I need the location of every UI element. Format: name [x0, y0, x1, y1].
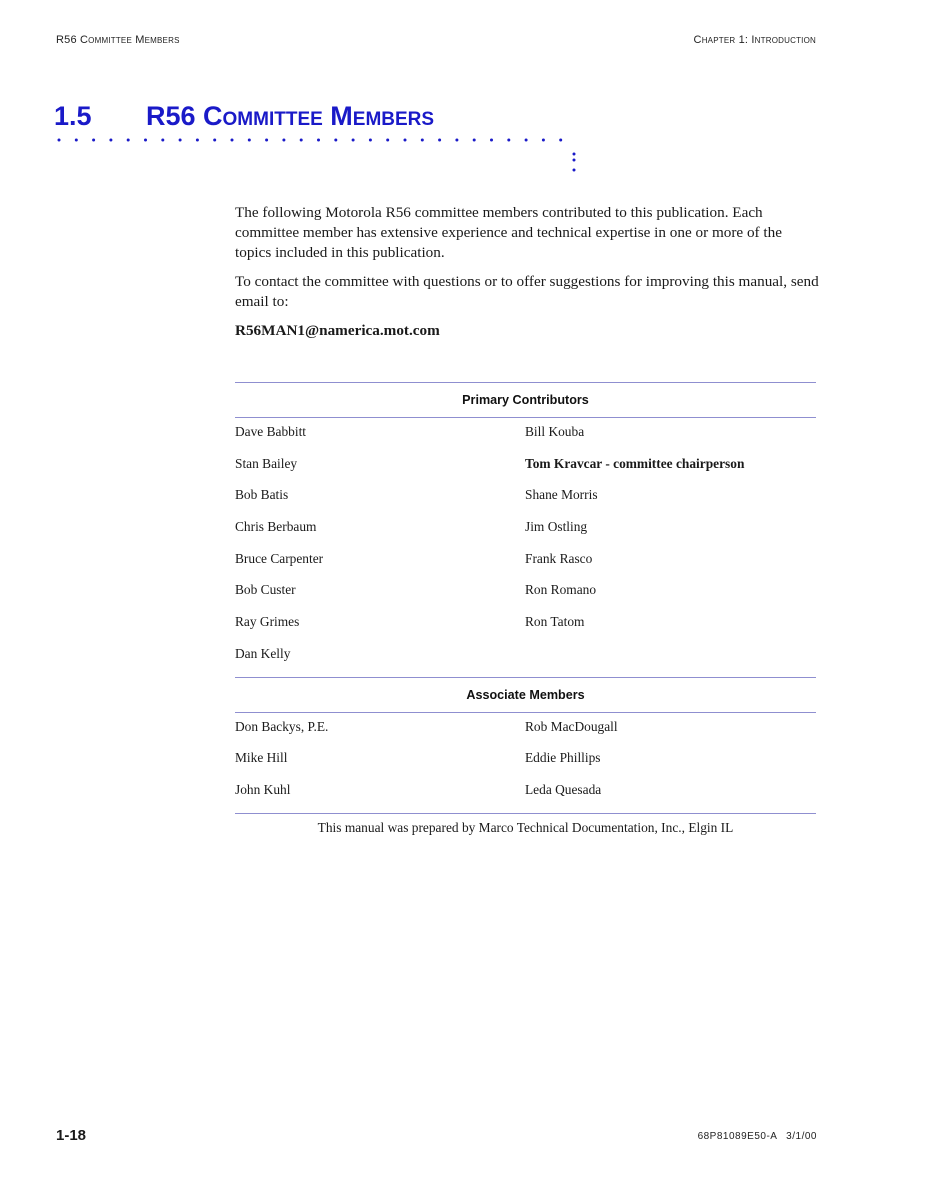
- member-name: Frank Rasco: [525, 550, 593, 566]
- member-name: [525, 645, 815, 677]
- member-name: Ray Grimes: [235, 614, 300, 630]
- body-text: [235, 203, 820, 350]
- dot: [386, 139, 389, 142]
- member-name: Jim Ostling: [525, 519, 588, 535]
- dot: [542, 139, 545, 142]
- member-name: Rob MacDougall: [525, 718, 618, 734]
- dot: [109, 139, 112, 142]
- member-name: Don Backys, P.E.: [235, 718, 329, 734]
- dot: [127, 139, 130, 142]
- dot: [455, 139, 458, 142]
- dot: [473, 139, 476, 142]
- dot: [161, 139, 164, 142]
- primary-contributors-heading: Primary Contributors: [462, 393, 589, 407]
- member-name: Stan Bailey: [235, 455, 298, 471]
- dot: [352, 139, 355, 142]
- member-name: Dave Babbitt: [235, 424, 307, 439]
- table-row: [235, 455, 816, 487]
- primary-contributors-list: [235, 418, 816, 677]
- member-name: Shane Morris: [525, 487, 598, 503]
- table-row: [235, 486, 816, 518]
- member-name: Dan Kelly: [235, 645, 291, 661]
- table-row: [235, 718, 816, 750]
- dot: [573, 159, 576, 162]
- dot: [144, 139, 147, 142]
- prepared-by-note: This manual was prepared by Marco Technical Documentation, Inc., Elgin IL: [317, 819, 734, 835]
- member-name: Bob Batis: [235, 487, 289, 503]
- member-name: Ron Romano: [525, 582, 597, 598]
- dot: [438, 139, 441, 142]
- running-header-left: R56 Committee Members: [56, 34, 180, 46]
- contact-paragraph: To contact the committee with questions or to offer suggestions for improving this manual, send email to:: [235, 273, 819, 310]
- member-name: Eddie Phillips: [525, 750, 601, 766]
- table-row: [235, 581, 816, 613]
- dot: [404, 139, 407, 142]
- associate-members-heading: Associate Members: [466, 687, 585, 702]
- member-name: Ron Tatom: [525, 614, 585, 630]
- page-number: 1-18: [56, 1127, 87, 1144]
- member-name: Bill Kouba: [525, 424, 585, 439]
- intro-paragraph: The following Motorola R56 committee members contributed to this publication. Each committee member has extensive experience and technical expertise in one or more of the topics included in this publication.: [235, 204, 782, 261]
- dot: [282, 139, 285, 142]
- section-title: R56 Committee Members: [146, 101, 435, 131]
- dot: [507, 139, 510, 142]
- dot: [92, 139, 95, 142]
- dot: [300, 139, 303, 142]
- dotted-rule-decoration: [56, 126, 584, 186]
- table-row: [235, 518, 816, 550]
- dot: [334, 139, 337, 142]
- dot: [196, 139, 199, 142]
- table-row: [235, 781, 816, 813]
- section-number: 1.5: [54, 101, 92, 131]
- dot: [573, 153, 576, 156]
- committee-table: [235, 382, 816, 836]
- member-name: Tom Kravcar - committee chairperson: [525, 455, 745, 471]
- dot: [58, 139, 61, 142]
- dot: [317, 139, 320, 142]
- dot: [248, 139, 251, 142]
- table-row: [235, 645, 816, 677]
- document-number: 68P81089E50-A 3/1/00: [697, 1131, 817, 1142]
- dot: [490, 139, 493, 142]
- member-name: Mike Hill: [235, 750, 288, 766]
- dot: [231, 139, 234, 142]
- dot: [573, 169, 576, 172]
- contact-email: R56MAN1@namerica.mot.com: [235, 322, 440, 339]
- dot: [369, 139, 372, 142]
- dot: [179, 139, 182, 142]
- dot: [525, 139, 528, 142]
- member-name: Leda Quesada: [525, 781, 602, 797]
- running-header-right: Chapter 1: Introduction: [693, 34, 816, 46]
- member-name: Chris Berbaum: [235, 519, 317, 535]
- dot: [559, 139, 562, 142]
- table-row: [235, 550, 816, 582]
- table-row: [235, 423, 816, 455]
- table-row: [235, 613, 816, 645]
- member-name: John Kuhl: [235, 781, 291, 797]
- dot: [421, 139, 424, 142]
- dot: [75, 139, 78, 142]
- associate-members-list: [235, 713, 816, 813]
- dot: [213, 139, 216, 142]
- member-name: Bruce Carpenter: [235, 550, 324, 566]
- table-row: [235, 749, 816, 781]
- dot: [265, 139, 268, 142]
- member-name: Bob Custer: [235, 582, 296, 598]
